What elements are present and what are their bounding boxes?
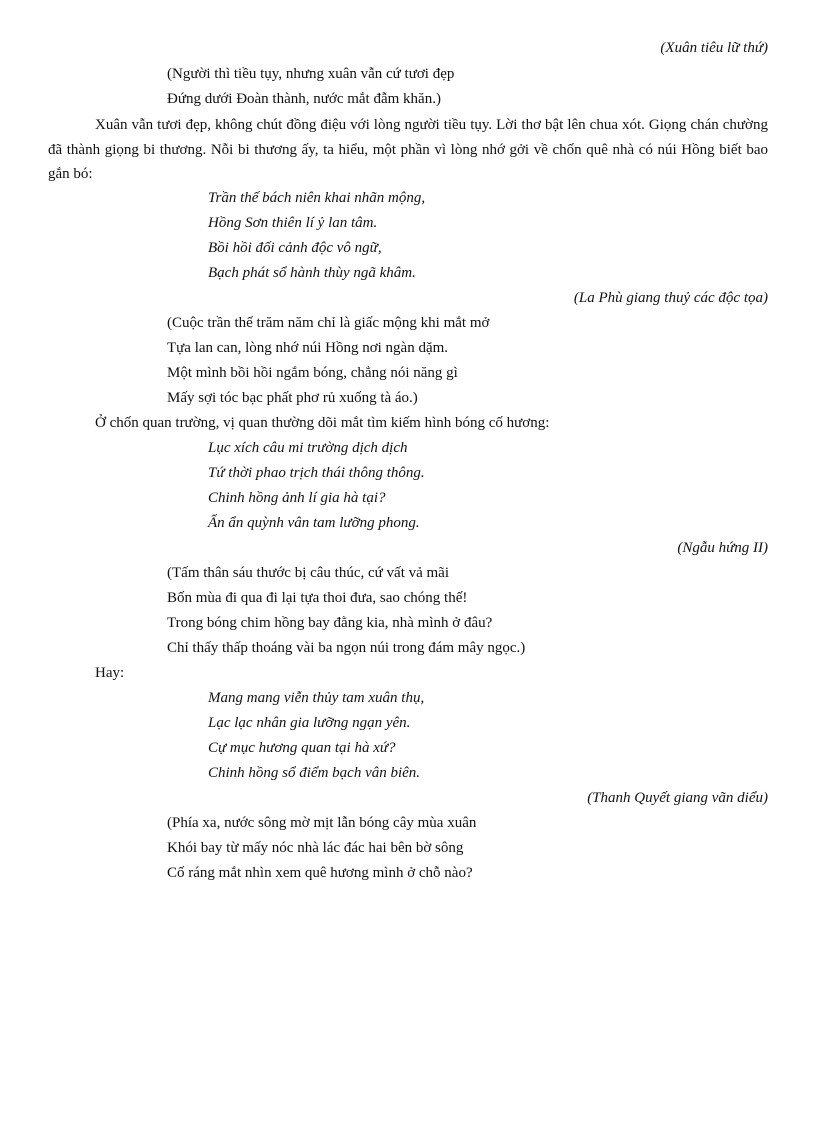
body-paragraph: Hay:: [95, 665, 125, 681]
poem-source: (Thanh Quyết giang vãn diểu): [587, 790, 768, 806]
translation-line: (Cuộc trần thế trăm năm chỉ là giấc mộng khi mắt mở: [167, 315, 490, 331]
body-paragraph: Xuân vẫn tươi đẹp, không chút đồng điệu với lòng người tiều tụy. Lời thơ bật lên chua xót. Giọng chán chường đã thành giọng bi thương. Nỗi bi thương ấy, ta hiểu, một phần vì lòng nhớ gởi về chốn quê nhà có núi Hồng biết bao gắn bó:: [48, 117, 768, 182]
poem-source: (Ngẫu hứng II): [677, 540, 768, 556]
poem-line: Lục xích câu mi trường dịch dịch: [208, 440, 408, 456]
translation-line: Tựa lan can, lòng nhớ núi Hồng nơi ngàn dặm.: [167, 340, 449, 356]
translation-line: Một mình bồi hồi ngắm bóng, chẳng nói năng gì: [167, 365, 458, 381]
poem-line: Chinh hồng sổ điểm bạch vân biên.: [208, 765, 421, 781]
poem-line: Hồng Sơn thiên lí ỷ lan tâm.: [208, 215, 378, 231]
translation-line: Mấy sợi tóc bạc phất phơ rủ xuống tà áo.): [167, 390, 418, 406]
poem-line: Ẩn ẩn quỳnh vân tam lưỡng phong.: [208, 515, 420, 531]
poem-source: (Xuân tiêu lữ thứ): [660, 40, 768, 56]
translation-line: (Phía xa, nước sông mờ mịt lẫn bóng cây mùa xuân: [167, 815, 477, 831]
translation-line: Bốn mùa đi qua đi lại tựa thoi đưa, sao chóng thế!: [167, 590, 468, 606]
poem-line: Lạc lạc nhân gia lưỡng ngạn yên.: [208, 715, 411, 731]
translation-line: Khói bay từ mấy nóc nhà lác đác hai bên bờ sông: [167, 840, 464, 856]
poem-line: Tứ thời phao trịch thái thông thông.: [208, 465, 425, 481]
translation-line: Đứng dưới Đoàn thành, nước mắt đẫm khăn.): [167, 91, 441, 107]
poem-line: Mang mang viễn thủy tam xuân thụ,: [208, 690, 425, 706]
poem-line: Chinh hồng ảnh lí gia hà tại?: [208, 490, 386, 506]
translation-line: Trong bóng chim hồng bay đằng kia, nhà mình ở đâu?: [167, 615, 493, 631]
poem-line: Bồi hồi đối cảnh độc vô ngữ,: [208, 240, 382, 256]
poem-line: Trần thế bách niên khai nhãn mộng,: [208, 190, 426, 206]
poem-source: (La Phù giang thuỷ các độc tọa): [573, 290, 768, 306]
body-paragraph: Ở chốn quan trường, vị quan thường dõi mắt tìm kiếm hình bóng cố hương:: [95, 415, 550, 431]
translation-line: (Tấm thân sáu thước bị câu thúc, cứ vất vả mãi: [167, 565, 450, 581]
translation-line: Cố ráng mắt nhìn xem quê hương mình ở chỗ nào?: [167, 865, 473, 881]
poem-line: Cự mục hương quan tại hà xứ?: [208, 740, 396, 756]
translation-line: (Người thì tiều tụy, nhưng xuân vẫn cứ tươi đẹp: [167, 66, 455, 82]
translation-line: Chỉ thấy thấp thoáng vài ba ngọn núi trong đám mây ngọc.): [167, 640, 526, 656]
poem-line: Bạch phát sổ hành thùy ngã khâm.: [208, 265, 416, 281]
